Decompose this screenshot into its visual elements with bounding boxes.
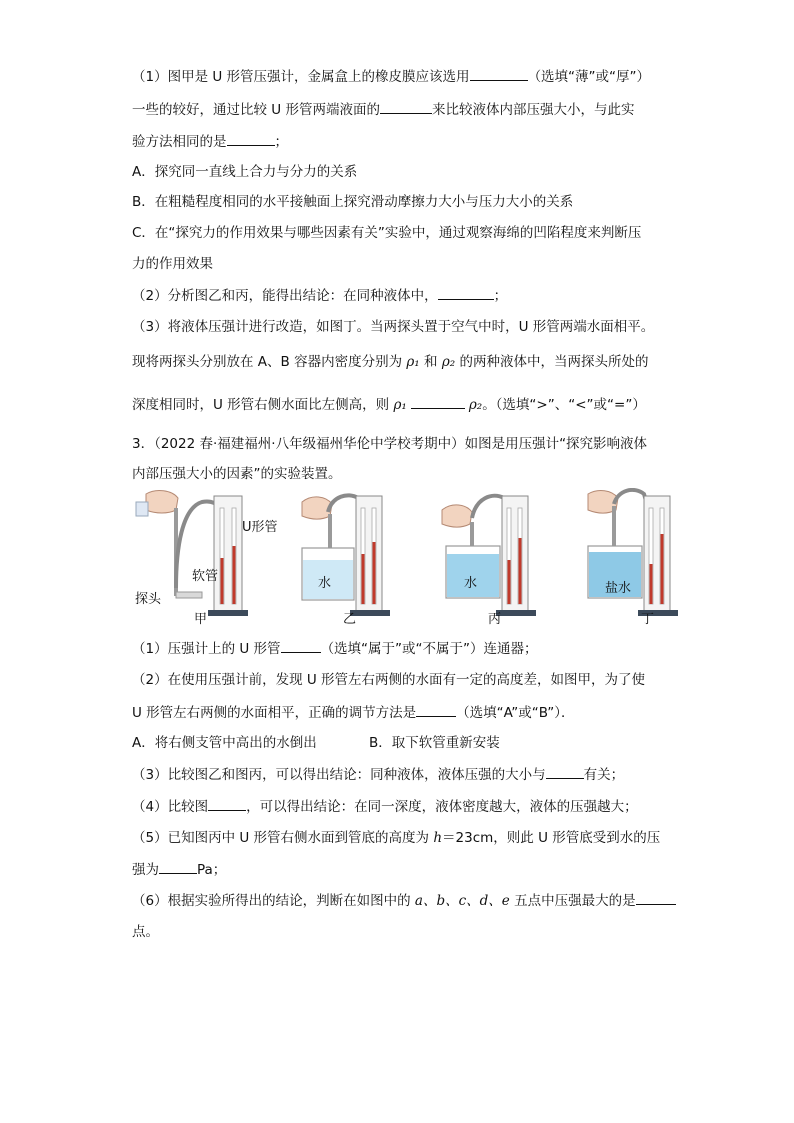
caption-yi: 乙: [343, 612, 357, 627]
label-probe: 探头: [135, 592, 162, 607]
answer-blank[interactable]: [227, 131, 275, 146]
answer-blank[interactable]: [470, 66, 528, 81]
water-right: [233, 546, 236, 604]
probe: [176, 592, 202, 598]
q2-part1-line1: [132, 66, 650, 87]
text: （选填“薄”或“厚”）: [527, 69, 651, 85]
text: ＝23cm，则此 U 形管底受到水的压: [442, 830, 661, 846]
text: （选填“属于”或“不属于”）连通器；: [320, 641, 538, 657]
q3-header-line1: 3．（2022 春·福建福州·八年级福州华伦中学校考期中）如图是用压强计“探究影响液体: [132, 436, 648, 452]
text: （3）比较图乙和图丙，可以得出结论：同种液体，液体压强的大小与: [132, 767, 546, 783]
label-water-bing: 水: [464, 576, 478, 591]
label-salt-water: 盐水: [605, 581, 632, 596]
q2-option-c-line1: C．在“探究力的作用效果与哪些因素有关”实验中，通过观察海绵的凹陷程度来判断压: [132, 225, 642, 241]
q2-part3-line1: （3）将液体压强计进行改造，如图丁。当两探头置于空气中时，U 形管两端水面相平。: [132, 319, 655, 335]
label-water-yi: 水: [318, 576, 332, 591]
q3-header-line2: 内部压强大小的因素”的实验装置。: [132, 466, 342, 482]
label-u-tube: U形管: [242, 520, 278, 535]
answer-blank[interactable]: [159, 859, 197, 874]
text: 的两种液体中，当两探头所处的: [455, 354, 649, 370]
text: 来比较液体内部压强大小，与此实: [431, 102, 635, 118]
text: ；: [274, 134, 288, 150]
q2-option-b: B．在粗糙程度相同的水平接触面上探究滑动摩擦力大小与压力大小的关系: [132, 194, 574, 210]
q3-sub2-options: [132, 733, 500, 753]
text: （4）比较图: [132, 799, 209, 815]
answer-blank[interactable]: [411, 394, 465, 409]
text: （6）根据实验所得出的结论，判断在如图中的: [132, 893, 415, 909]
panel-bing: [442, 496, 536, 616]
option-a: A．将右侧支管中高出的水倒出: [132, 735, 317, 751]
hose: [614, 490, 648, 508]
text: Pa；: [197, 862, 227, 878]
panel-ding: [588, 490, 678, 616]
text: （选填“A”或“B”）．: [456, 705, 575, 721]
water-left: [221, 558, 224, 604]
q2-option-a: A．探究同一直线上合力与分力的关系: [132, 164, 358, 180]
q3-sub5-line1: [132, 828, 660, 848]
q3-sub4: [132, 796, 638, 817]
answer-blank[interactable]: [438, 285, 494, 300]
answer-blank[interactable]: [380, 99, 432, 114]
answer-blank[interactable]: [546, 764, 584, 779]
text: （5）已知图丙中 U 形管右侧水面到管底的高度为: [132, 830, 434, 846]
q2-part1-line2: [132, 99, 634, 120]
label-hose: 软管: [192, 569, 219, 584]
option-b: B．取下软管重新安装: [369, 735, 500, 751]
text: 。（选填“>”、“<”或“=”）: [482, 397, 646, 413]
text: ；: [493, 288, 508, 304]
q2-part1-line3: [132, 131, 288, 152]
text: 现将两探头分别放在 A、B 容器内密度分别为: [132, 354, 407, 370]
text: U 形管左右两侧的水面相平，正确的调节方法是: [132, 705, 417, 721]
answer-blank[interactable]: [208, 796, 246, 811]
q3-sub5-line2: [132, 859, 226, 880]
q3-sub3: [132, 764, 624, 785]
text: （1）压强计上的 U 形管: [132, 641, 281, 657]
text: （2）分析图乙和丙，能得出结论：在同种液体中，: [132, 288, 438, 304]
hand-icon: [442, 505, 472, 527]
points-list: a、b、c、d、e: [414, 893, 510, 909]
text: 验方法相同的是: [132, 134, 227, 150]
rho1-symbol: ρ₁: [393, 397, 407, 413]
hand-icon: [146, 491, 178, 513]
text: 五点中压强最大的是: [509, 893, 636, 909]
q3-sub6-line2: 点。: [132, 924, 159, 940]
text: （1）图甲是 U 形管压强计，金属盒上的橡皮膜应该选用: [132, 69, 470, 85]
panel-yi: [302, 495, 390, 616]
q2-part3-line3: [132, 394, 646, 415]
caption-ding: 丁: [641, 612, 655, 627]
text: 有关；: [583, 767, 625, 783]
text: 一些的较好，通过比较 U 形管两端液面的: [132, 102, 380, 118]
q3-sub2-line2: [132, 702, 575, 723]
q2-part3-line2: [132, 352, 648, 372]
text: 强为: [132, 862, 159, 878]
q3-sub2-line1: （2）在使用压强计前，发现 U 形管左右两侧的水面有一定的高度差，如图甲，为了使: [132, 672, 646, 688]
rho2-symbol: ρ₂: [441, 354, 456, 370]
answer-blank[interactable]: [636, 890, 676, 905]
q3-sub6-line1: [132, 890, 676, 911]
text: ，可以得出结论：在同一深度，液体密度越大，液体的压强越大；: [246, 799, 638, 815]
pressure-gauge-figure: [132, 488, 692, 628]
answer-blank[interactable]: [416, 702, 456, 717]
text: 和: [419, 354, 442, 370]
answer-blank[interactable]: [281, 638, 321, 653]
q3-sub1: [132, 638, 538, 659]
caption-jia: 甲: [194, 612, 208, 627]
q2-option-c-line2: 力的作用效果: [132, 256, 213, 272]
rho2-symbol: ρ₂: [468, 397, 483, 413]
rho1-symbol: ρ₁: [406, 354, 420, 370]
caption-bing: 丙: [488, 612, 502, 627]
text: 深度相同时，U 形管右侧水面比左侧高，则: [132, 397, 394, 413]
q2-part2: [132, 285, 507, 306]
h-symbol: h: [433, 830, 443, 846]
